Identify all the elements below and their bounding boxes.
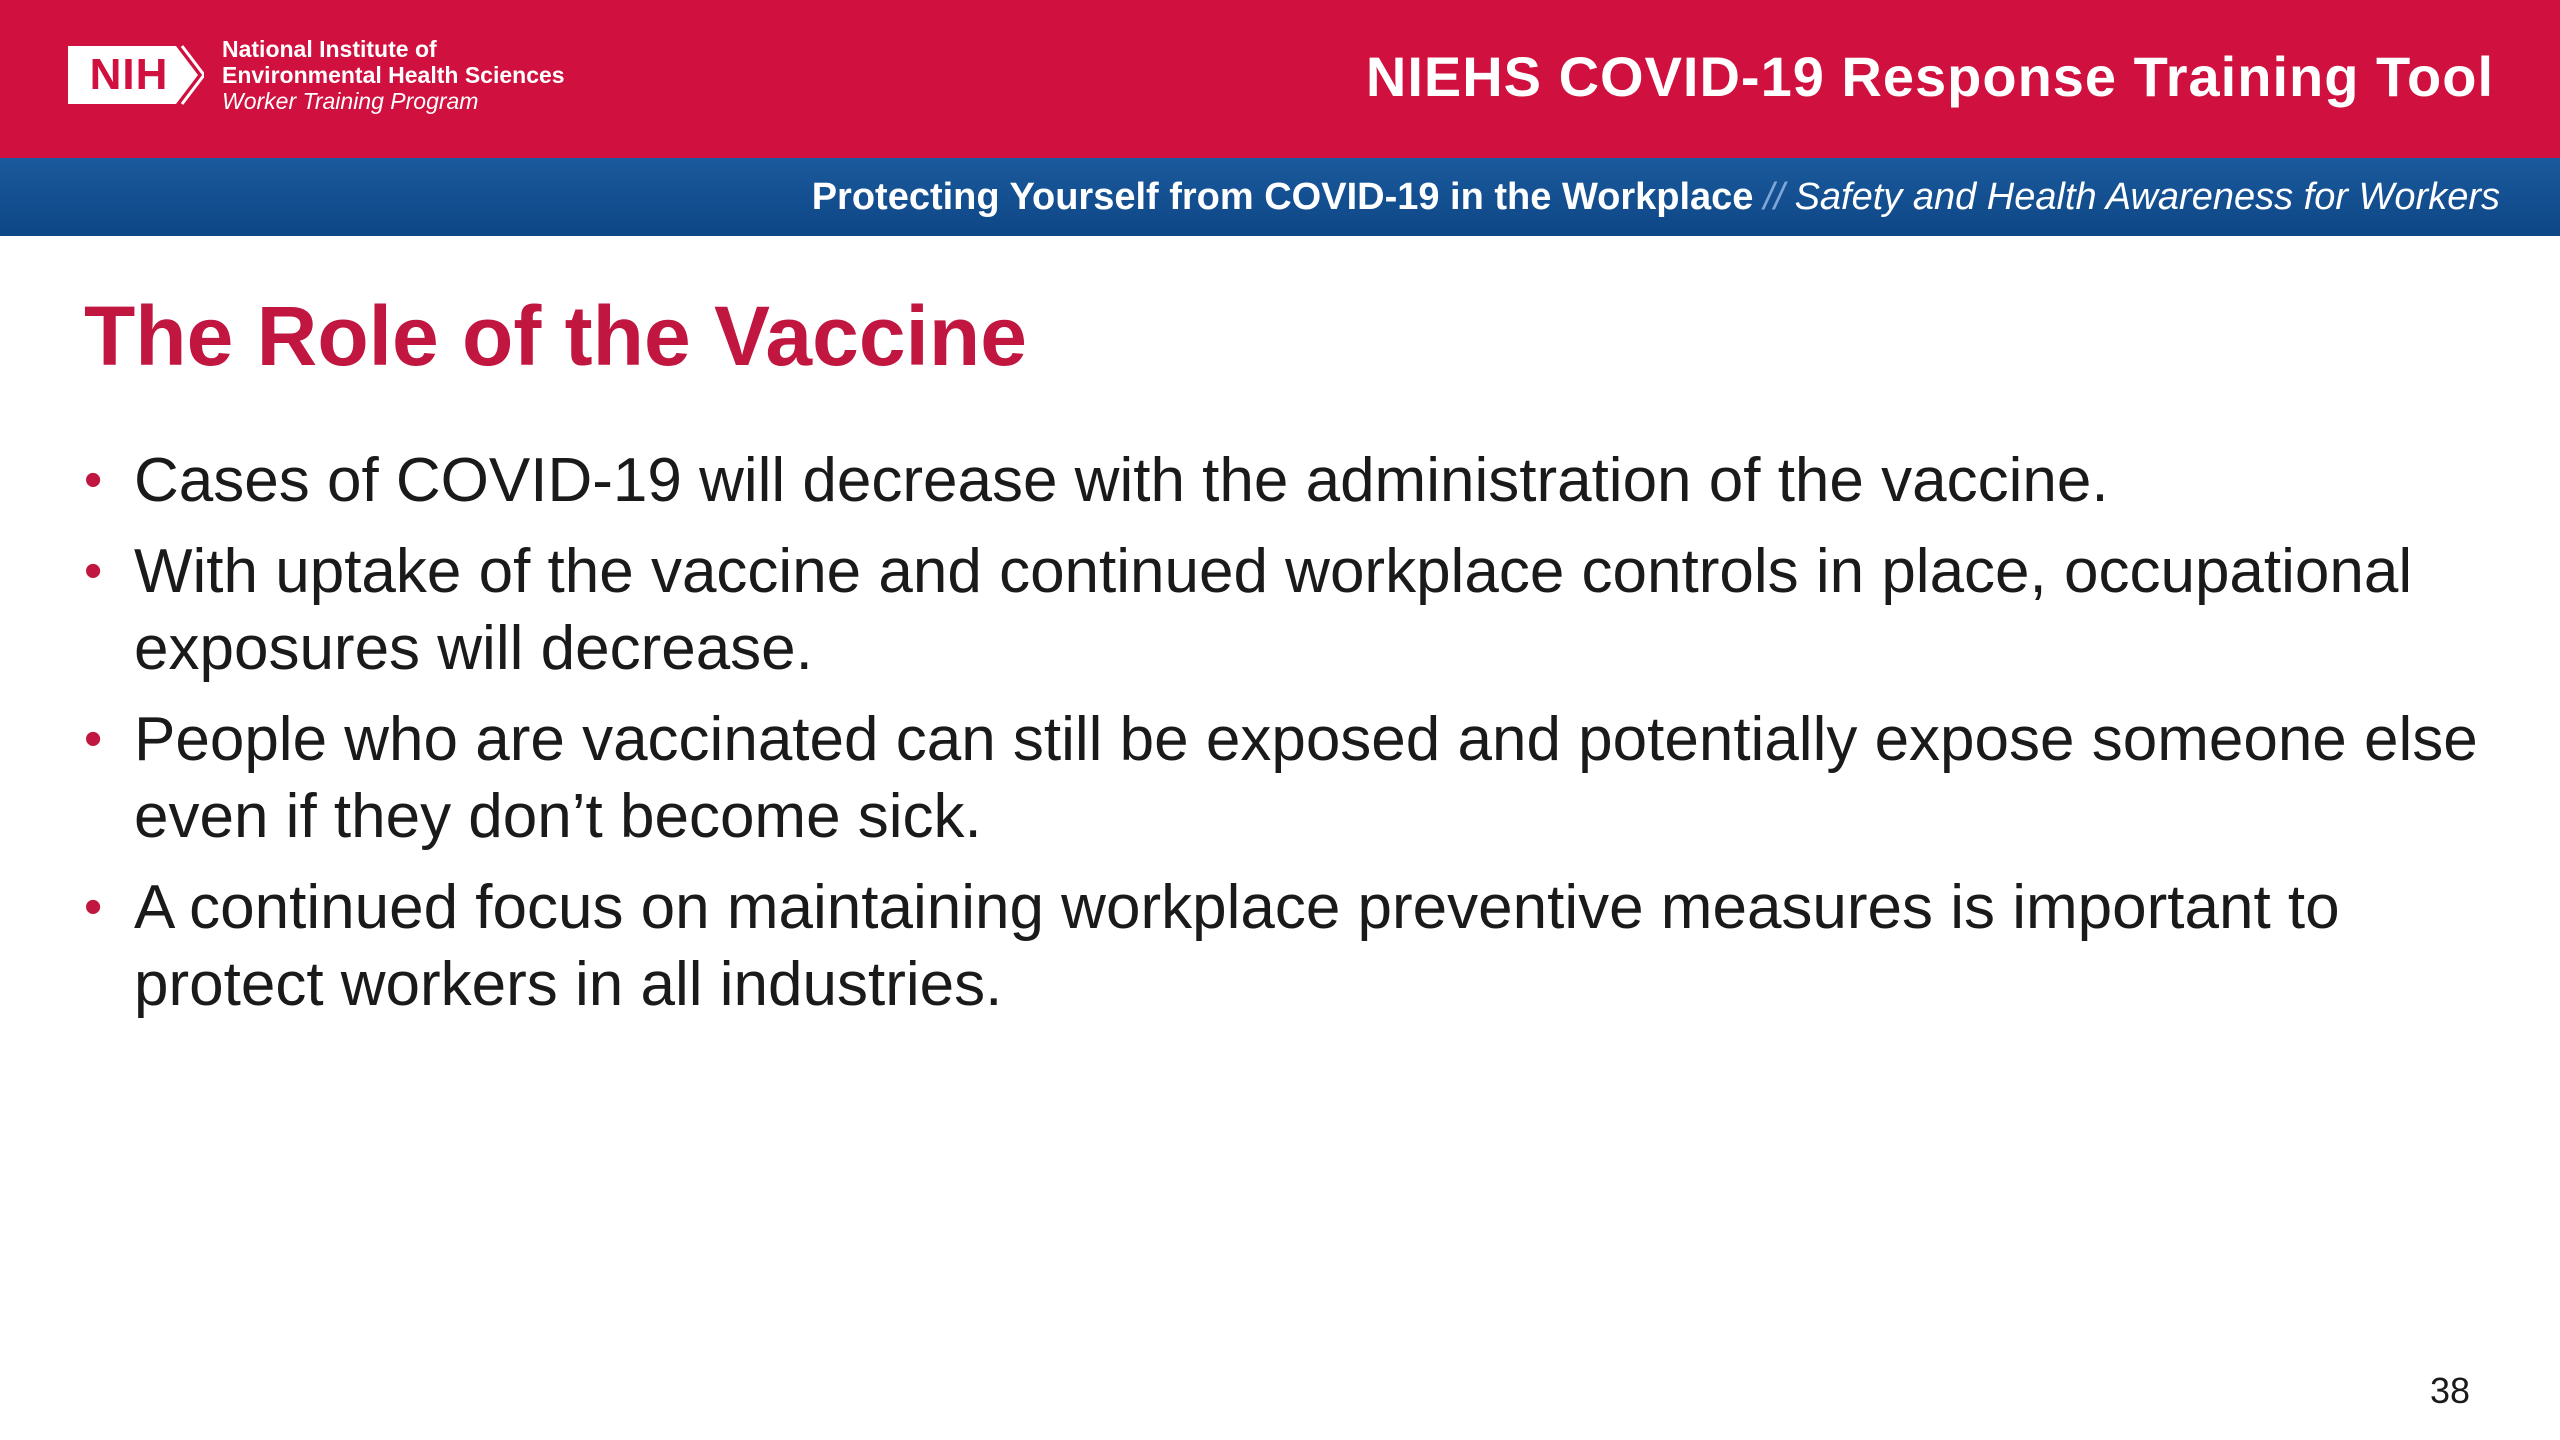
subheader-text bbox=[812, 176, 2500, 219]
bullet-item bbox=[84, 701, 2484, 855]
bullet-list bbox=[84, 442, 2484, 1037]
bullet-item bbox=[84, 533, 2484, 687]
org-name-block bbox=[222, 36, 565, 114]
header-band bbox=[0, 0, 2560, 158]
subheader-main: Protecting Yourself from COVID-19 in the Workplace bbox=[811, 176, 1754, 218]
subheader-band bbox=[0, 158, 2560, 236]
bullet-dot-icon: • bbox=[84, 542, 103, 600]
bullet-text: A continued focus on maintaining workplace preventive measures is important to protect workers in all industries. bbox=[134, 873, 2340, 1019]
org-line-2: Environmental Health Sciences bbox=[222, 62, 565, 88]
page-number: 38 bbox=[2429, 1370, 2470, 1411]
nih-badge bbox=[64, 42, 204, 108]
bullet-dot-icon: • bbox=[84, 451, 103, 509]
page-title: The Role of the Vaccine bbox=[84, 289, 1027, 383]
bullet-item bbox=[84, 442, 2484, 519]
bullet-item bbox=[84, 869, 2484, 1023]
bullet-text: Cases of COVID-19 will decrease with the administration of the vaccine. bbox=[134, 446, 2109, 515]
nih-logo bbox=[64, 36, 565, 114]
bullet-text: People who are vaccinated can still be exposed and potentially expose someone else even if they don’t become sick. bbox=[134, 705, 2478, 851]
nih-logo-text: NIH bbox=[89, 50, 169, 99]
bullet-dot-icon: • bbox=[84, 710, 103, 768]
tool-title: NIEHS COVID-19 Response Training Tool bbox=[1365, 45, 2494, 108]
bullet-dot-icon: • bbox=[84, 878, 103, 936]
org-line-1: National Institute of bbox=[222, 36, 437, 62]
subheader-separator: // bbox=[1763, 176, 1785, 218]
subheader-secondary: Safety and Health Awareness for Workers bbox=[1794, 176, 2500, 218]
bullet-text: With uptake of the vaccine and continued workplace controls in place, occupational exposures will decrease. bbox=[134, 537, 2413, 683]
program-name: Worker Training Program bbox=[222, 88, 479, 114]
